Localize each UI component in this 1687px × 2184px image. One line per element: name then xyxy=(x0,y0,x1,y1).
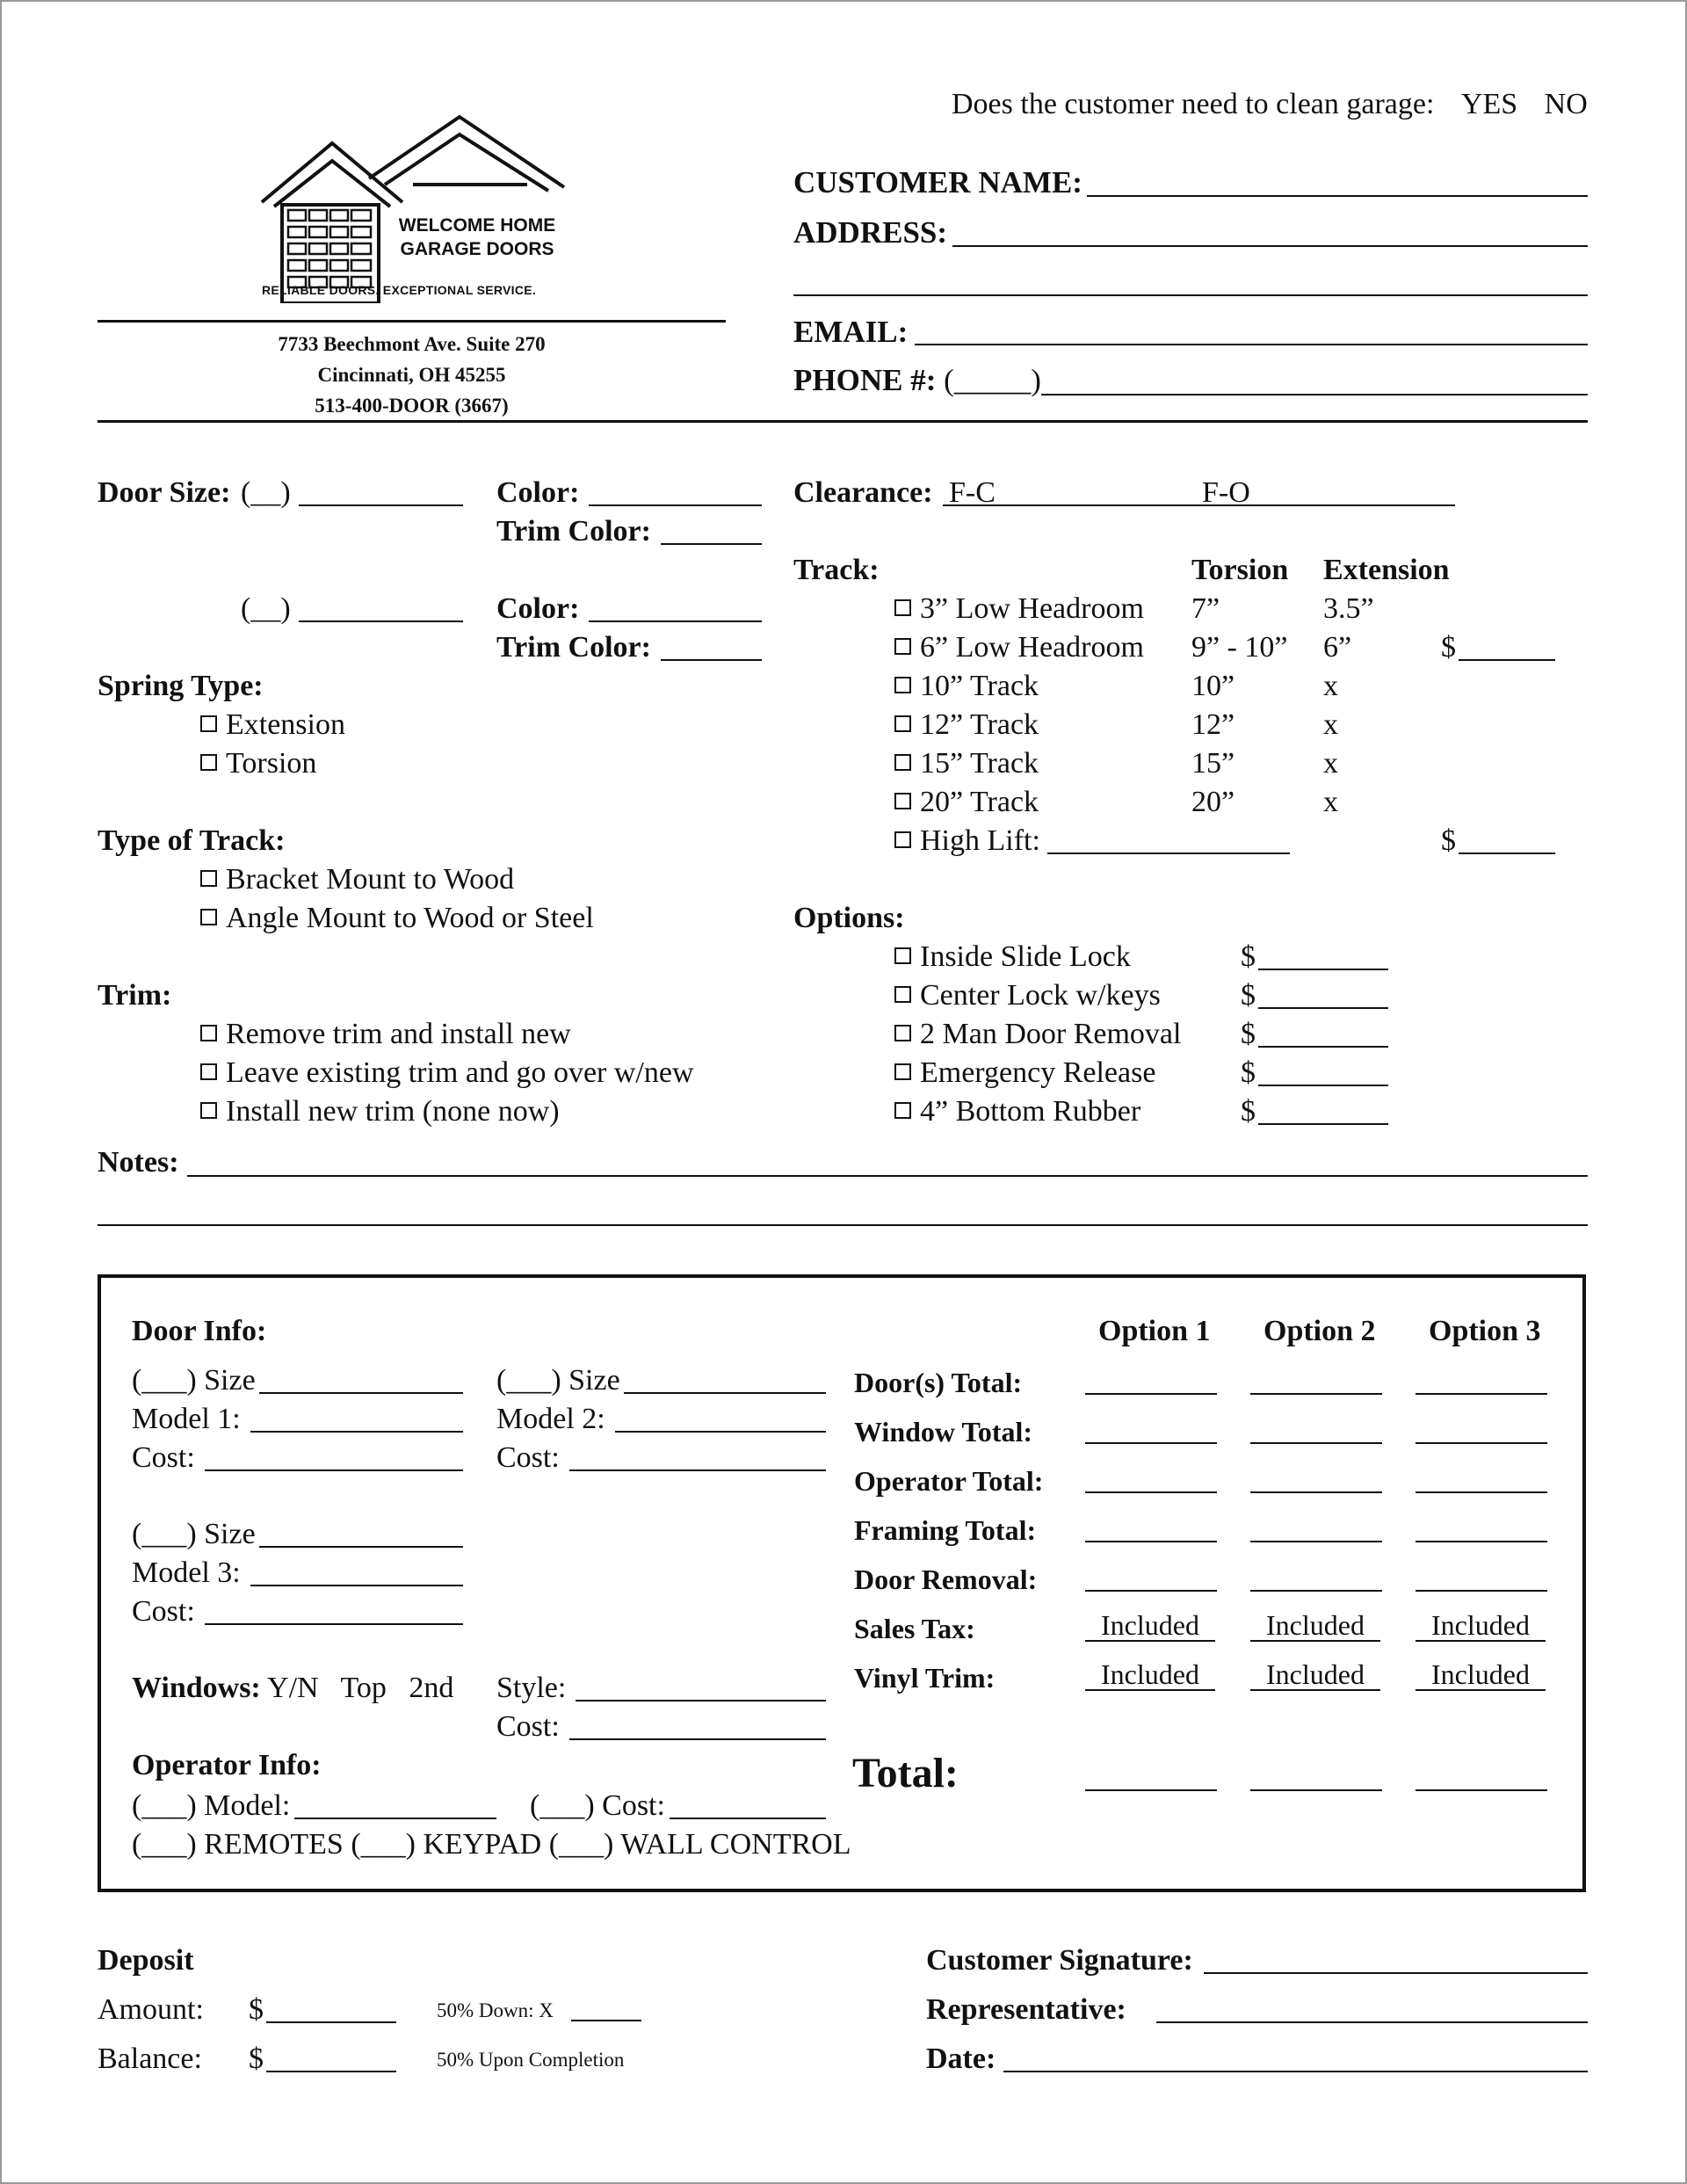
trim-color-label-2: Trim Color: xyxy=(496,631,651,664)
door-size-field-1[interactable] xyxy=(299,504,463,506)
company-tagline: RELIABLE DOORS. EXCEPTIONAL SERVICE. xyxy=(262,283,537,297)
trim-option-label: Remove trim and install new xyxy=(226,1018,571,1050)
address-field-line2[interactable] xyxy=(793,294,1588,296)
representative-field[interactable] xyxy=(1156,2021,1588,2023)
address-field[interactable] xyxy=(952,245,1588,247)
balance-label: Balance: xyxy=(98,2043,202,2075)
date-label: Date: xyxy=(926,2043,996,2075)
door1-size-label: (___) Size xyxy=(132,1364,256,1397)
option-item[interactable] xyxy=(894,940,1131,974)
checkbox[interactable] xyxy=(894,1063,911,1080)
track-price-field[interactable] xyxy=(1459,659,1555,661)
checkbox[interactable] xyxy=(200,754,217,771)
spring-option-torsion[interactable] xyxy=(200,747,316,780)
option-dollar: $ xyxy=(1241,1018,1256,1050)
model3-label: Model 3: xyxy=(132,1556,241,1589)
no-option[interactable]: NO xyxy=(1544,88,1588,120)
track-row-name: 6” Low Headroom xyxy=(920,631,1144,664)
spring-option-label: Torsion xyxy=(226,747,317,780)
checkbox[interactable] xyxy=(894,1025,911,1041)
trim-option-remove[interactable] xyxy=(200,1018,571,1051)
door3-size-label: (___) Size xyxy=(132,1518,256,1550)
checkbox[interactable] xyxy=(894,754,911,771)
high-lift-field[interactable] xyxy=(1047,853,1290,854)
option-item-label: Inside Slide Lock xyxy=(920,940,1131,973)
checkbox[interactable] xyxy=(200,1025,217,1041)
windows-label: Windows: xyxy=(132,1672,261,1704)
option-price-field[interactable] xyxy=(1258,1085,1388,1086)
customer-signature-label: Customer Signature: xyxy=(926,1944,1193,1977)
customer-name-label: CUSTOMER NAME: xyxy=(793,165,1082,200)
framing-total-opt1[interactable] xyxy=(1085,1541,1217,1542)
email-label: EMAIL: xyxy=(793,315,909,349)
color-label-2: Color: xyxy=(496,592,580,625)
model2-field[interactable] xyxy=(615,1431,826,1433)
company-logo xyxy=(255,110,571,308)
windows-options[interactable]: Y/N Top 2nd xyxy=(267,1672,454,1704)
track-type-bracket[interactable] xyxy=(200,863,514,896)
checkbox[interactable] xyxy=(894,1102,911,1119)
framing-total-opt3[interactable] xyxy=(1415,1541,1547,1542)
checkbox[interactable] xyxy=(894,638,911,655)
deposit-amount-field[interactable] xyxy=(266,2021,396,2023)
track-row-extension: 3.5” xyxy=(1323,592,1374,625)
track-row-torsion: 12” xyxy=(1191,708,1235,741)
checkbox[interactable] xyxy=(894,677,911,693)
balance-dollar: $ xyxy=(249,2043,264,2075)
phone-row xyxy=(793,363,1041,398)
door1-cost-label: Cost: xyxy=(132,1441,195,1474)
model1-field[interactable] xyxy=(250,1431,463,1433)
option2-header: Option 2 xyxy=(1263,1315,1376,1347)
operator-cost-label: (___) Cost: xyxy=(530,1789,665,1822)
trim-option-label: Leave existing trim and go over w/new xyxy=(226,1056,694,1089)
sales-tax-opt2: Included xyxy=(1250,1610,1380,1642)
grand-total-label: Total: xyxy=(852,1750,959,1796)
trim-label: Trim: xyxy=(98,979,172,1012)
phone-label: PHONE #: xyxy=(793,363,937,397)
door-size-qty-2[interactable]: (__) xyxy=(241,592,291,625)
spring-option-extension[interactable] xyxy=(200,708,345,742)
notes-field[interactable] xyxy=(187,1175,1588,1177)
track-row-torsion: 10” xyxy=(1191,670,1235,702)
track-label: Track: xyxy=(793,554,880,586)
deposit-title: Deposit xyxy=(98,1944,194,1977)
clearance-field[interactable] xyxy=(943,504,1455,506)
quote-box xyxy=(98,1274,1586,1892)
option-dollar: $ xyxy=(1241,940,1256,973)
window-cost-label: Cost: xyxy=(496,1710,560,1743)
high-lift-price-field[interactable] xyxy=(1459,853,1555,854)
vinyl-trim-opt3: Included xyxy=(1415,1659,1546,1691)
clean-garage-question xyxy=(952,88,1588,121)
checkbox[interactable] xyxy=(200,870,217,887)
checkbox[interactable] xyxy=(894,599,911,616)
operator-cost-field[interactable] xyxy=(670,1818,826,1819)
spring-type-label: Spring Type: xyxy=(98,670,264,702)
window-total-label: Window Total: xyxy=(854,1416,1033,1448)
option-item-label: 2 Man Door Removal xyxy=(920,1018,1182,1050)
deposit-down-field[interactable] xyxy=(571,2020,641,2021)
operator-total-opt2[interactable] xyxy=(1250,1491,1382,1493)
doors-total-opt2[interactable] xyxy=(1250,1393,1382,1395)
track-row-name: 12” Track xyxy=(920,708,1039,741)
sales-tax-opt1: Included xyxy=(1085,1610,1215,1642)
option-dollar: $ xyxy=(1241,1095,1256,1128)
option1-header: Option 1 xyxy=(1098,1315,1211,1347)
clean-garage-label: Does the customer need to clean garage: xyxy=(952,88,1435,120)
company-name-line2: GARAGE DOORS xyxy=(400,239,554,259)
track-row-name: 20” Track xyxy=(920,786,1039,818)
door1-cost-field[interactable] xyxy=(205,1469,463,1471)
header-divider xyxy=(98,420,1588,423)
option3-header: Option 3 xyxy=(1429,1315,1541,1347)
door1-size-field[interactable] xyxy=(259,1392,463,1394)
track-col-extension: Extension xyxy=(1323,554,1450,586)
trim-option-label: Install new trim (none now) xyxy=(226,1095,560,1128)
completion-label: 50% Upon Completion xyxy=(437,2049,625,2071)
phone-area-code[interactable]: (_____) xyxy=(944,363,1041,397)
date-field[interactable] xyxy=(1003,2071,1588,2072)
option-price-field[interactable] xyxy=(1258,1046,1388,1048)
yes-option[interactable]: YES xyxy=(1460,88,1518,120)
house-logo-icon xyxy=(255,110,571,303)
door-size-qty-1[interactable]: (__) xyxy=(241,476,291,509)
option-dollar: $ xyxy=(1241,979,1256,1012)
track-row[interactable] xyxy=(894,670,1039,703)
door2-cost-field[interactable] xyxy=(569,1469,826,1471)
model1-label: Model 1: xyxy=(132,1403,241,1435)
trim-color-field-1[interactable] xyxy=(661,543,762,545)
clearance-label: Clearance: xyxy=(793,476,933,509)
track-row-name: 3” Low Headroom xyxy=(920,592,1144,625)
model3-field[interactable] xyxy=(250,1585,463,1586)
track-row[interactable] xyxy=(894,747,1039,780)
framing-total-label: Framing Total: xyxy=(854,1514,1037,1546)
framing-total-opt2[interactable] xyxy=(1250,1541,1382,1542)
track-row-name: 15” Track xyxy=(920,747,1039,780)
track-row[interactable] xyxy=(894,592,1144,626)
door2-size-label: (___) Size xyxy=(496,1364,620,1397)
checkbox[interactable] xyxy=(200,1063,217,1080)
door-removal-opt1[interactable] xyxy=(1085,1590,1217,1592)
doors-total-label: Door(s) Total: xyxy=(854,1367,1023,1398)
high-lift-row[interactable] xyxy=(894,824,1040,858)
customer-name-field[interactable] xyxy=(1087,195,1588,197)
address-label: ADDRESS: xyxy=(793,215,948,250)
operator-accessories[interactable]: (___) REMOTES (___) KEYPAD (___) WALL CONTROL xyxy=(132,1828,851,1861)
door-removal-opt3[interactable] xyxy=(1415,1590,1547,1592)
door-info-title: Door Info: xyxy=(132,1315,267,1347)
high-lift-label: High Lift: xyxy=(920,824,1040,857)
operator-total-label: Operator Total: xyxy=(854,1465,1044,1497)
track-row-extension: x xyxy=(1323,747,1338,780)
track-row-extension: x xyxy=(1323,708,1338,741)
track-row-torsion: 7” xyxy=(1191,592,1220,625)
door3-cost-label: Cost: xyxy=(132,1595,195,1628)
color-field-2[interactable] xyxy=(589,620,762,622)
checkbox[interactable] xyxy=(894,831,911,848)
track-row-extension: 6” xyxy=(1323,631,1352,664)
deposit-down-label: 50% Down: X xyxy=(437,1999,554,2021)
window-total-opt1[interactable] xyxy=(1085,1442,1217,1444)
checkbox[interactable] xyxy=(894,793,911,809)
doors-total-opt1[interactable] xyxy=(1085,1393,1217,1395)
color-label-1: Color: xyxy=(496,476,580,509)
track-col-torsion: Torsion xyxy=(1191,554,1289,586)
company-name-line1: WELCOME HOME xyxy=(398,215,556,236)
address-line2: Cincinnati, OH 45255 xyxy=(317,364,506,386)
door3-cost-field[interactable] xyxy=(205,1623,463,1625)
vinyl-trim-opt2: Included xyxy=(1250,1659,1380,1691)
option-dollar: $ xyxy=(1241,1056,1256,1089)
grand-total-opt3[interactable] xyxy=(1415,1789,1547,1791)
notes-field-line2[interactable] xyxy=(98,1224,1588,1226)
option-item[interactable] xyxy=(894,1056,1155,1090)
track-type-angle[interactable] xyxy=(200,902,594,935)
track-row-extension: x xyxy=(1323,786,1338,818)
track-row-torsion: 20” xyxy=(1191,786,1235,818)
door-removal-label: Door Removal: xyxy=(854,1564,1038,1595)
window-total-opt3[interactable] xyxy=(1415,1442,1547,1444)
track-row-torsion: 15” xyxy=(1191,747,1235,780)
window-cost-field[interactable] xyxy=(569,1738,826,1740)
checkbox[interactable] xyxy=(200,909,217,925)
vinyl-trim-label: Vinyl Trim: xyxy=(854,1662,996,1694)
option-price-field[interactable] xyxy=(1258,1123,1388,1125)
checkbox[interactable] xyxy=(200,715,217,732)
logo-divider xyxy=(98,320,726,323)
option-item-label: Emergency Release xyxy=(920,1056,1156,1089)
windows-row xyxy=(132,1672,453,1705)
style-label: Style: xyxy=(496,1672,567,1704)
doors-total-opt3[interactable] xyxy=(1415,1393,1547,1395)
operator-total-opt3[interactable] xyxy=(1415,1491,1547,1493)
door-size-label: Door Size: xyxy=(98,476,231,509)
clearance-fo: F-O xyxy=(1202,476,1250,509)
vinyl-trim-opt1: Included xyxy=(1085,1659,1215,1691)
high-lift-dollar: $ xyxy=(1441,824,1456,857)
checkbox[interactable] xyxy=(894,986,911,1003)
notes-label: Notes: xyxy=(98,1146,179,1179)
style-field[interactable] xyxy=(576,1700,826,1701)
option-price-field[interactable] xyxy=(1258,1007,1388,1009)
door2-size-field[interactable] xyxy=(624,1392,826,1394)
checkbox[interactable] xyxy=(894,947,911,964)
trim-color-field-2[interactable] xyxy=(661,659,762,661)
deposit-amount-label: Amount: xyxy=(98,1993,204,2026)
window-total-opt2[interactable] xyxy=(1250,1442,1382,1444)
company-name xyxy=(389,214,565,261)
door2-cost-label: Cost: xyxy=(496,1441,560,1474)
sales-tax-label: Sales Tax: xyxy=(854,1613,975,1644)
track-row[interactable] xyxy=(894,631,1144,664)
trim-color-label-1: Trim Color: xyxy=(496,515,651,548)
option-item[interactable] xyxy=(894,979,1161,1012)
clearance-fc: F-C xyxy=(949,476,996,509)
track-row[interactable] xyxy=(894,708,1039,742)
operator-total-opt1[interactable] xyxy=(1085,1491,1217,1493)
color-field-1[interactable] xyxy=(589,504,762,506)
track-type-option-label: Angle Mount to Wood or Steel xyxy=(226,902,594,934)
option-item-label: 4” Bottom Rubber xyxy=(920,1095,1141,1128)
options-label: Options: xyxy=(793,902,905,934)
door-removal-opt2[interactable] xyxy=(1250,1590,1382,1592)
grand-total-opt2[interactable] xyxy=(1250,1789,1382,1791)
track-price-dollar: $ xyxy=(1441,631,1456,664)
address-line1: 7733 Beechmont Ave. Suite 270 xyxy=(278,333,546,355)
track-type-option-label: Bracket Mount to Wood xyxy=(226,863,515,896)
phone-field[interactable] xyxy=(1041,394,1588,395)
operator-model-field[interactable] xyxy=(294,1818,496,1819)
option-item[interactable] xyxy=(894,1095,1140,1128)
door-size-field-2[interactable] xyxy=(299,620,463,622)
model2-label: Model 2: xyxy=(496,1403,605,1435)
checkbox[interactable] xyxy=(894,715,911,732)
company-address xyxy=(98,329,726,421)
grand-total-opt1[interactable] xyxy=(1085,1789,1217,1791)
balance-field[interactable] xyxy=(266,2071,396,2072)
customer-signature-field[interactable] xyxy=(1204,1972,1588,1974)
operator-model-label: (___) Model: xyxy=(132,1789,291,1822)
deposit-amount-dollar: $ xyxy=(249,1993,264,2026)
operator-info-title: Operator Info: xyxy=(132,1749,322,1781)
option-item[interactable] xyxy=(894,1018,1181,1051)
track-row[interactable] xyxy=(894,786,1039,819)
checkbox[interactable] xyxy=(200,1102,217,1119)
trim-option-install[interactable] xyxy=(200,1095,560,1128)
email-field[interactable] xyxy=(915,344,1588,345)
trim-option-leave[interactable] xyxy=(200,1056,694,1090)
track-row-extension: x xyxy=(1323,670,1338,702)
option-price-field[interactable] xyxy=(1258,969,1388,970)
door3-size-field[interactable] xyxy=(259,1546,463,1548)
representative-label: Representative: xyxy=(926,1993,1126,2026)
track-row-name: 10” Track xyxy=(920,670,1039,702)
spring-option-label: Extension xyxy=(226,708,345,741)
sales-tax-opt3: Included xyxy=(1415,1610,1546,1642)
track-row-torsion: 9” - 10” xyxy=(1191,631,1288,664)
option-item-label: Center Lock w/keys xyxy=(920,979,1161,1012)
company-phone: 513-400-DOOR (3667) xyxy=(315,395,509,417)
track-type-label: Type of Track: xyxy=(98,824,286,857)
